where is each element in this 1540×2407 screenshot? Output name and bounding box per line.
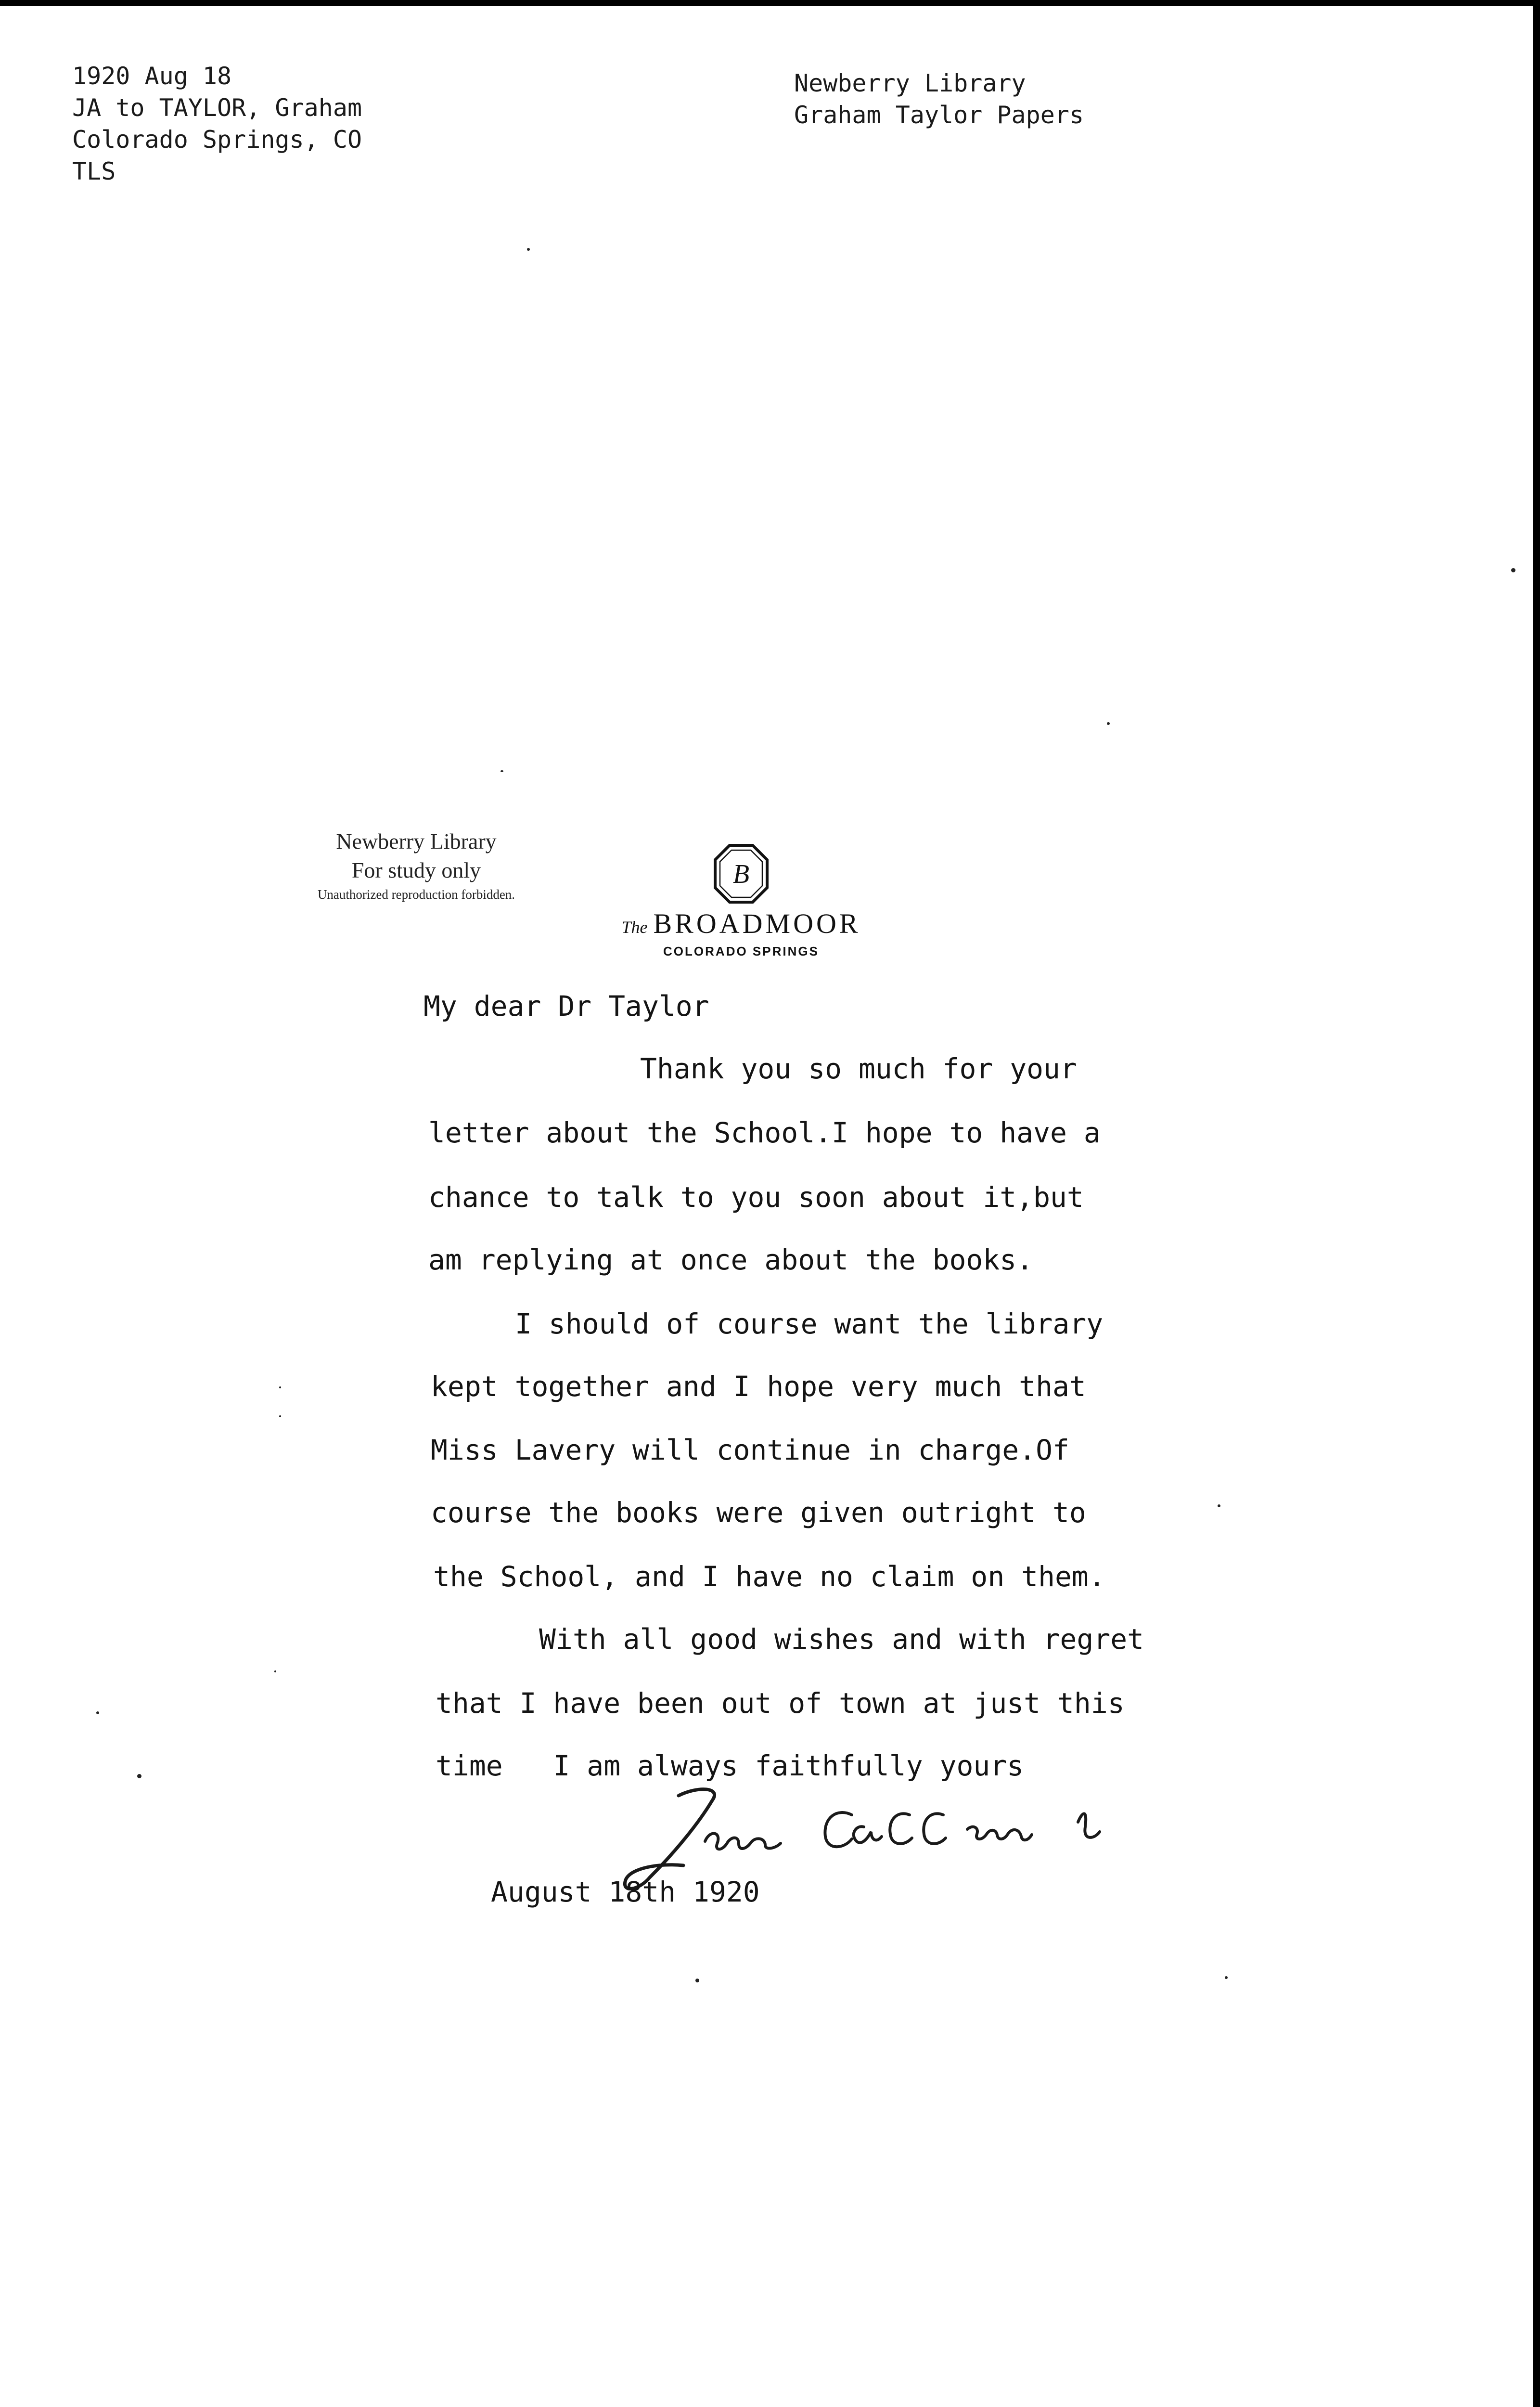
scan-speck [1218, 1504, 1220, 1507]
scan-speck [137, 1774, 141, 1778]
letter-line-1: Thank you so much for your [640, 1052, 1077, 1085]
letter-salutation: My dear Dr Taylor [424, 990, 709, 1022]
letterhead-city: COLORADO SPRINGS [663, 944, 819, 958]
stamp-library: Newberry Library [336, 829, 497, 854]
archive-collection: Graham Taylor Papers [794, 101, 1084, 129]
letterhead-title [602, 908, 881, 943]
scan-border-right [1533, 0, 1540, 2407]
catalog-place: Colorado Springs, CO [72, 126, 362, 154]
scan-speck [274, 1670, 276, 1672]
scan-speck [279, 1415, 281, 1417]
broadmoor-monogram-icon [712, 842, 770, 905]
letterhead [602, 842, 881, 959]
letter-line-8: course the books were given outright to [431, 1496, 1086, 1529]
letter-line-11: that I have been out of town at just this [436, 1687, 1125, 1720]
letter-line-3: chance to talk to you soon about it,but [428, 1181, 1084, 1214]
stamp-study: For study only [351, 858, 481, 882]
archive-header [794, 67, 1084, 131]
scan-speck [1511, 568, 1515, 572]
letter-line-12: time I am always faithfully yours [436, 1749, 1024, 1782]
scan-speck [1107, 722, 1110, 725]
monogram-letter: B [732, 859, 750, 889]
scan-speck [1225, 1976, 1228, 1979]
scan-speck [527, 248, 530, 251]
scan-speck [500, 770, 503, 772]
letter-date: August 18th 1920 [491, 1876, 760, 1908]
library-stamp [267, 827, 565, 904]
letter-line-4: am replying at once about the books. [428, 1243, 1034, 1276]
letter-line-7: Miss Lavery will continue in charge.Of [431, 1434, 1069, 1466]
catalog-header [72, 60, 362, 187]
archive-library: Newberry Library [794, 69, 1026, 97]
letter-line-5: I should of course want the library [515, 1307, 1104, 1340]
scan-speck [695, 1979, 699, 1982]
letterhead-name: BROADMOOR [653, 908, 861, 939]
stamp-warning: Unauthorized reproduction forbidden. [317, 887, 515, 902]
scan-border-top [0, 0, 1540, 6]
letter-line-9: the School, and I have no claim on them. [433, 1560, 1105, 1593]
catalog-type: TLS [72, 157, 116, 185]
letter-line-10: With all good wishes and with regret [539, 1623, 1144, 1656]
letter-line-2: letter about the School.I hope to have a [428, 1116, 1101, 1149]
letterhead-article: The [621, 918, 648, 937]
scan-speck [279, 1386, 281, 1388]
catalog-date: 1920 Aug 18 [72, 62, 232, 90]
scan-speck [96, 1711, 99, 1714]
letter-line-6: kept together and I hope very much that [431, 1370, 1086, 1403]
catalog-correspondents: JA to TAYLOR, Graham [72, 94, 362, 122]
